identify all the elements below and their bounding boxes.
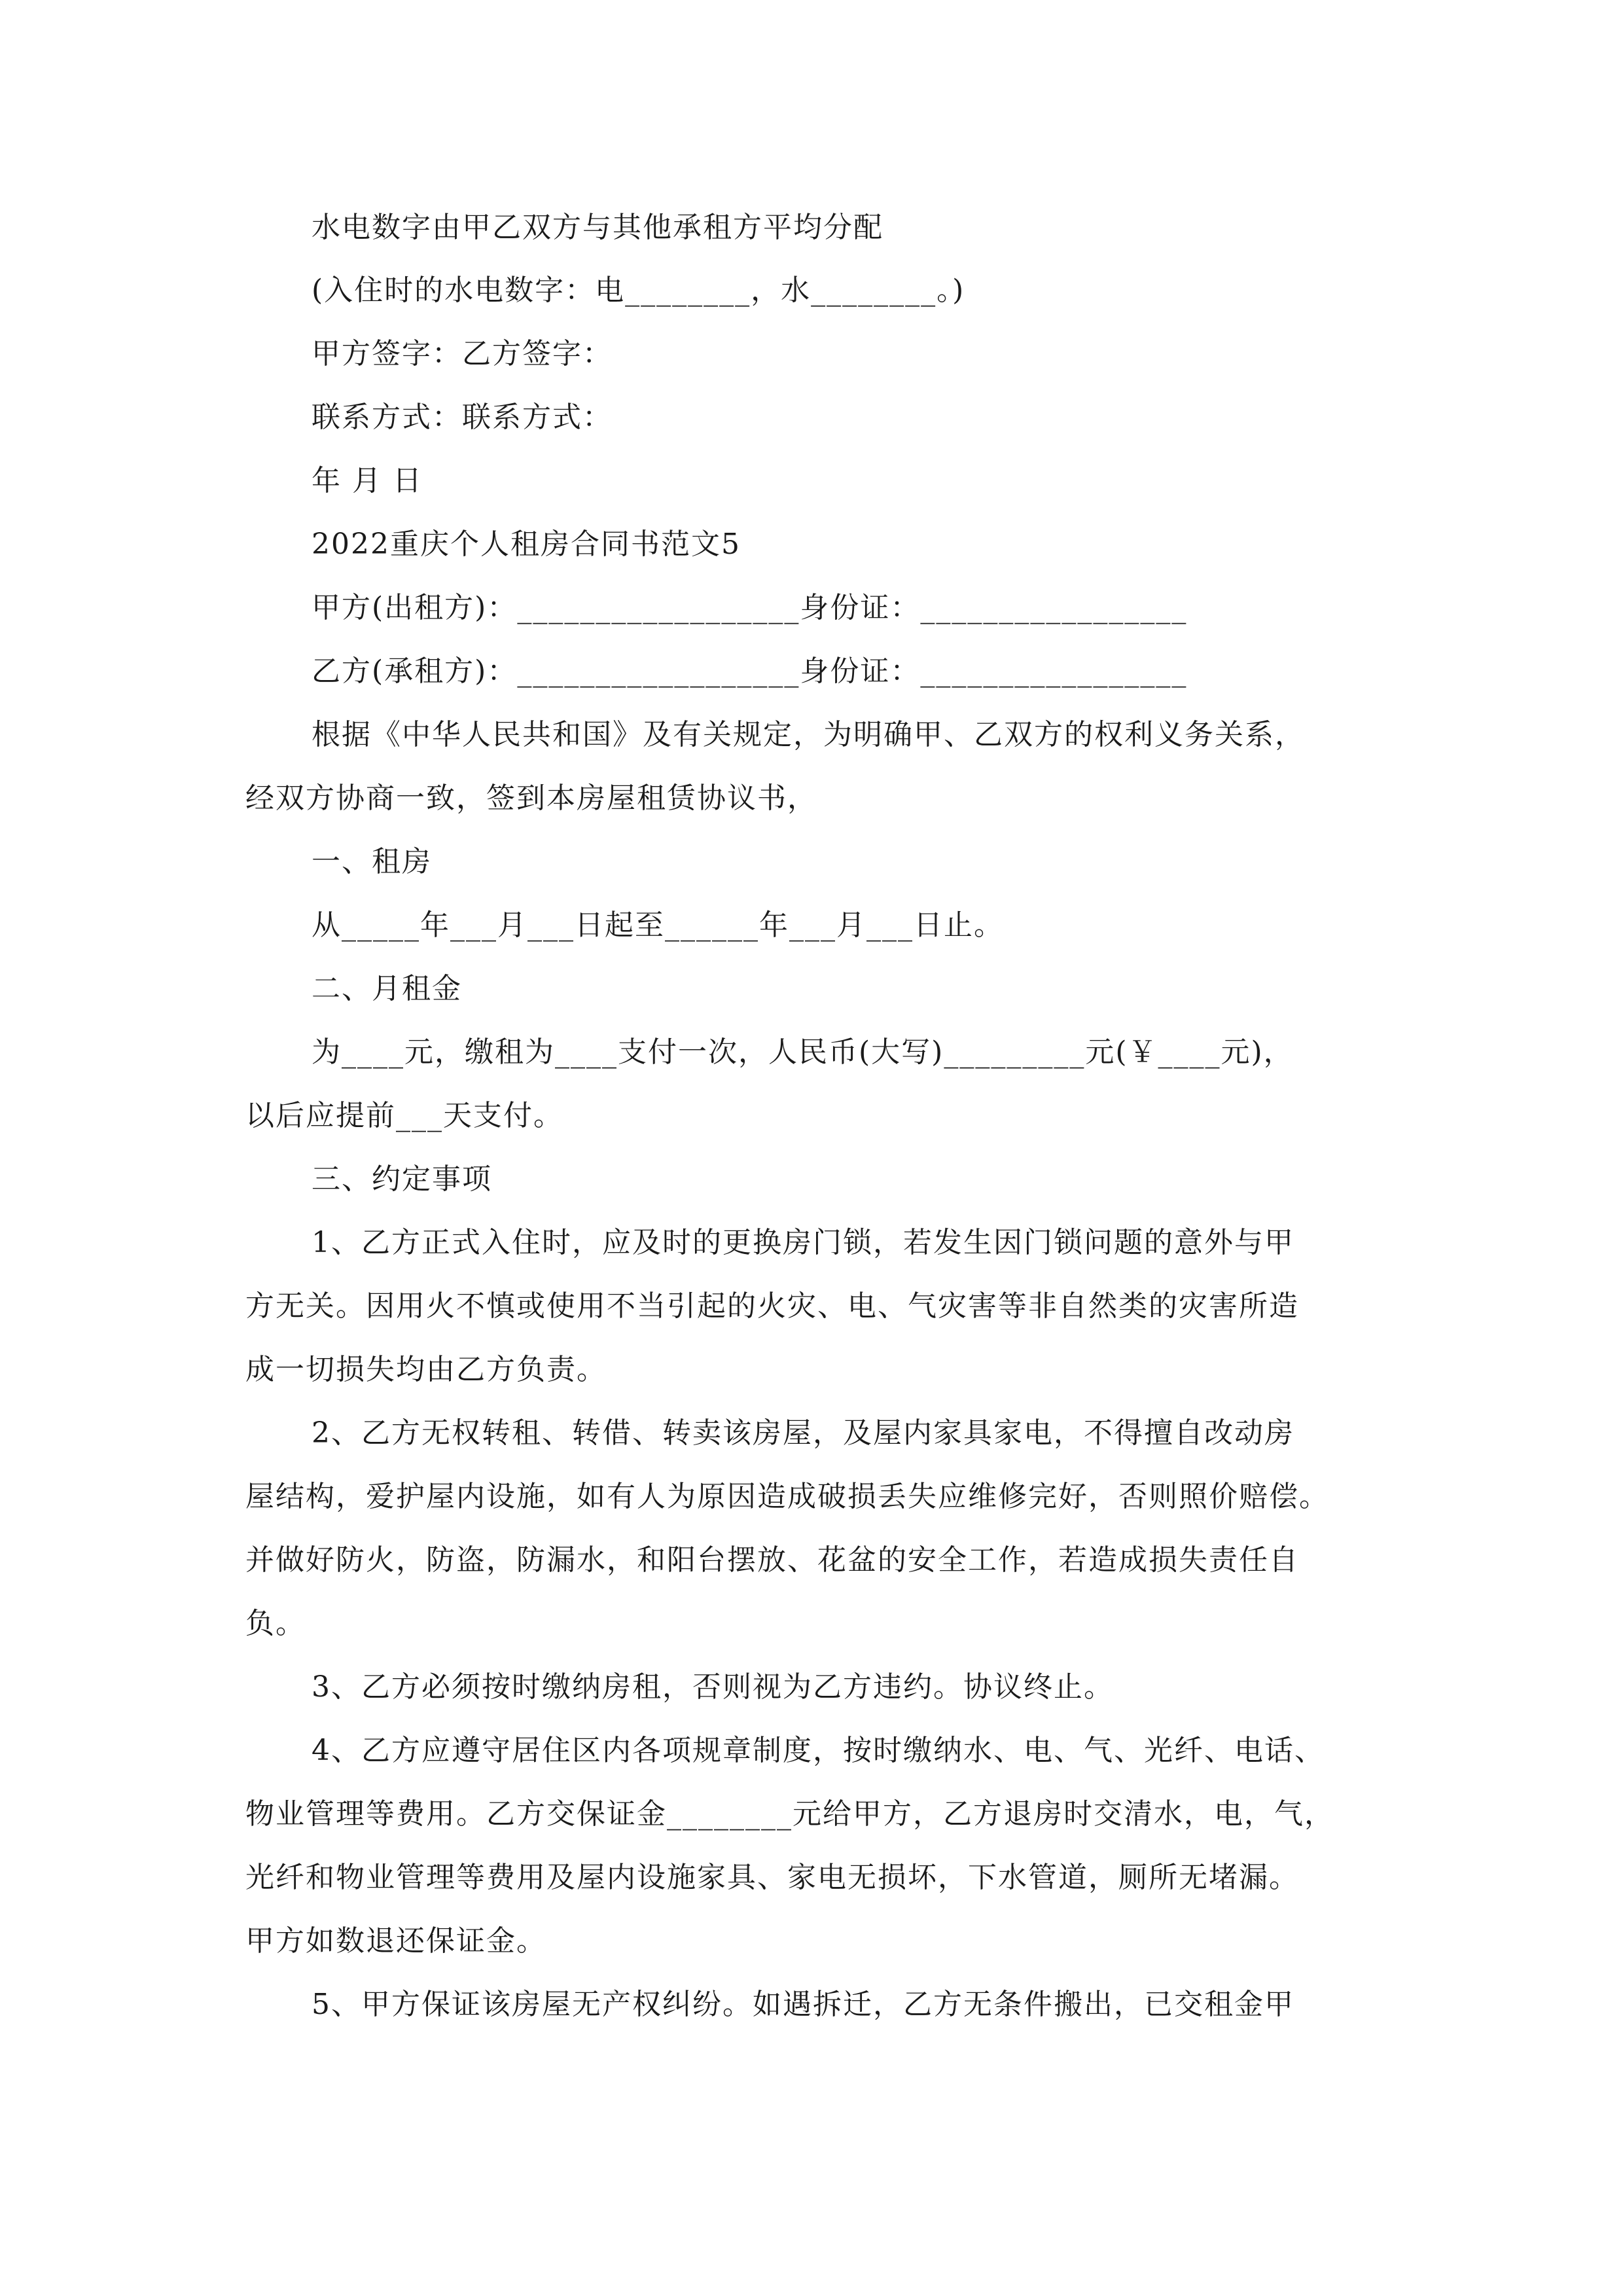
text-line: 2、乙方无权转租、转借、转卖该房屋，及屋内家具家电，不得擅自改动房 [312,1416,1294,1450]
text-line: 经双方协商一致，签到本房屋租赁协议书， [245,781,817,815]
text-line: 1、乙方正式入住时，应及时的更换房门锁，若发生因门锁问题的意外与甲 [312,1226,1294,1259]
text-line: 成一切损失均由乙方负责。 [245,1353,607,1386]
text-line: (入住时的水电数字：电________，水________。) [312,274,965,307]
text-line: 屋结构，爱护屋内设施，如有人为原因造成破损丢失应维修完好，否则照价赔偿。 [245,1480,1329,1513]
text-line: 根据《中华人民共和国》及有关规定，为明确甲、乙双方的权利义务关系， [312,718,1305,751]
text-line: 并做好防火，防盗，防漏水，和阳台摆放、花盆的安全工作，若造成损失责任自 [245,1543,1299,1577]
text-line: 3、乙方必须按时缴纳房租，否则视为乙方违约。协议终止。 [312,1670,1114,1704]
text-line: 联系方式：联系方式： [312,401,613,434]
text-line: 乙方(承租方)：__________________身份证：_________________ [312,655,1188,688]
section-heading: 一、租房 [312,845,432,878]
text-line: 物业管理等费用。乙方交保证金________元给甲方，乙方退房时交清水，电，气， [245,1797,1334,1831]
text-line: 为____元，缴租为____支付一次，人民币(大写)_________元(￥____元)， [312,1035,1294,1069]
text-line: 从_____年___月___日起至______年___月___日止。 [312,908,1004,942]
text-line: 5、甲方保证该房屋无产权纠纷。如遇拆迁，乙方无条件搬出，已交租金甲 [312,1988,1294,2021]
section-heading: 三、约定事项 [312,1162,492,1196]
section-title: 2022重庆个人租房合同书范文5 [312,528,741,561]
text-line: 甲方(出租方)：__________________身份证：_________________ [312,591,1188,624]
section-heading: 二、月租金 [312,972,462,1005]
text-line: 4、乙方应遵守居住区内各项规章制度，按时缴纳水、电、气、光纤、电话、 [312,1734,1325,1767]
text-line: 水电数字由甲乙双方与其他承租方平均分配 [312,211,883,244]
text-line: 甲方签字：乙方签字： [312,337,613,370]
text-line: 甲方如数退还保证金。 [245,1924,546,1958]
text-line: 方无关。因用火不慎或使用不当引起的火灾、电、气灾害等非自然类的灾害所造 [245,1289,1299,1323]
text-line: 以后应提前___天支付。 [245,1099,563,1132]
text-line: 光纤和物业管理等费用及屋内设施家具、家电无损坏，下水管道，厕所无堵漏。 [245,1861,1299,1894]
text-line: 年 月 日 [312,464,423,497]
text-line: 负。 [245,1607,306,1640]
